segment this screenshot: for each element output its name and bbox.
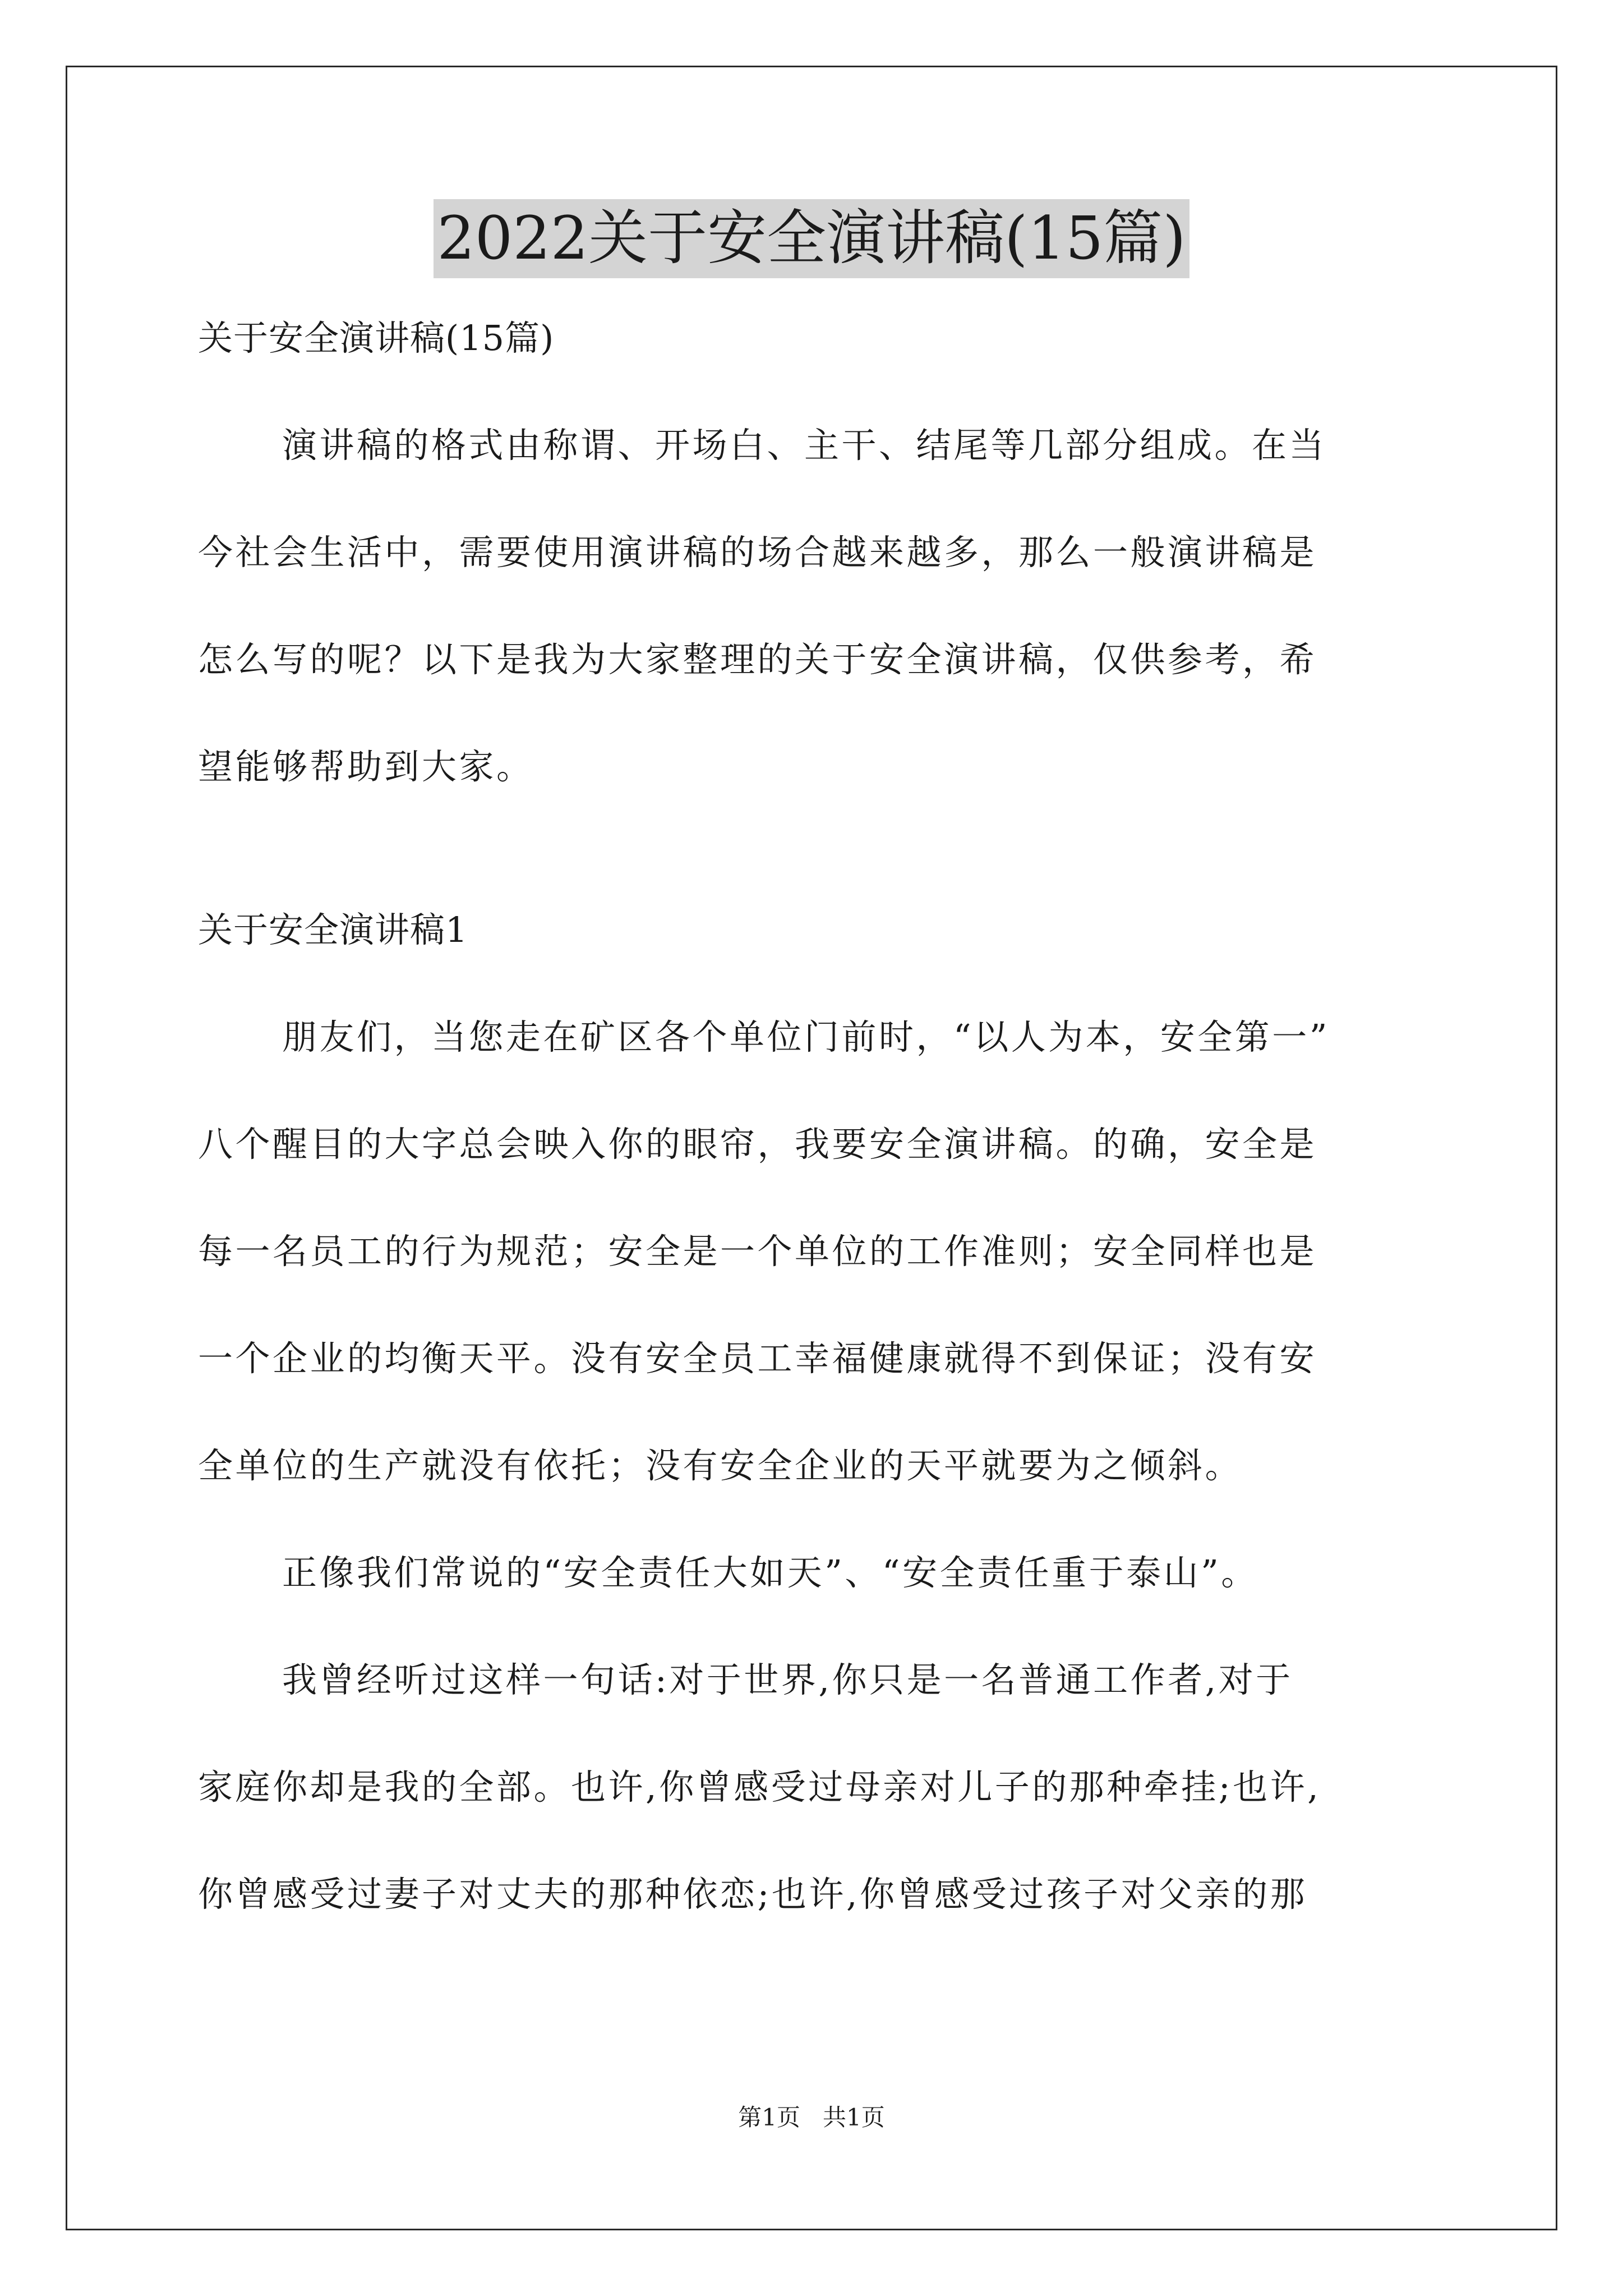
paragraph-line: 朋友们，当您走在矿区各个单位门前时，“以人为本，安全第一” [282,1016,1330,1057]
subtitle: 关于安全演讲稿(15篇) [198,318,555,358]
paragraph-line: 每一名员工的行为规范；安全是一个单位的工作准则；安全同样也是 [198,1231,1317,1272]
intro-paragraph [198,418,1437,794]
page-footer: 第1页 共1页 [738,2104,885,2131]
spacer [198,847,1437,903]
paragraph-line: 全单位的生产就没有依托；没有安全企业的天平就要为之倾斜。 [198,1445,1243,1486]
paragraph-line: 正像我们常说的“安全责任大如天”、“安全责任重于泰山”。 [282,1552,1258,1593]
intro-line: 怎么写的呢？以下是我为大家整理的关于安全演讲稿，仅供参考，希 [198,639,1317,680]
paragraph-line: 家庭你却是我的全部。也许,你曾感受过母亲对儿子的那种牵挂;也许, [198,1766,1321,1807]
paragraph-line: 你曾感受过妻子对丈夫的那种依恋;也许,你曾感受过孩子对父亲的那 [198,1874,1308,1915]
section-heading: 关于安全演讲稿1 [198,909,468,950]
paragraph-line: 一个企业的均衡天平。没有安全员工幸福健康就得不到保证；没有安 [198,1338,1317,1379]
document-title-text: 2022关于安全演讲稿(15篇) [434,199,1189,278]
paragraph-3 [198,1653,1437,1921]
document-title [0,199,1623,278]
paragraph-line: 我曾经听过这样一句话:对于世界,你只是一名普通工作者,对于 [282,1659,1293,1700]
intro-line: 望能够帮助到大家。 [198,746,534,787]
paragraph-line: 八个醒目的大字总会映入你的眼帘，我要安全演讲稿。的确，安全是 [198,1124,1317,1165]
paragraph-1 [198,1010,1437,1493]
paragraph-2 [198,1546,1437,1600]
intro-line: 演讲稿的格式由称谓、开场白、主干、结尾等几部分组成。在当 [282,425,1327,466]
intro-line: 今社会生活中，需要使用演讲稿的场合越来越多，那么一般演讲稿是 [198,532,1317,573]
document-body [198,311,1437,1975]
